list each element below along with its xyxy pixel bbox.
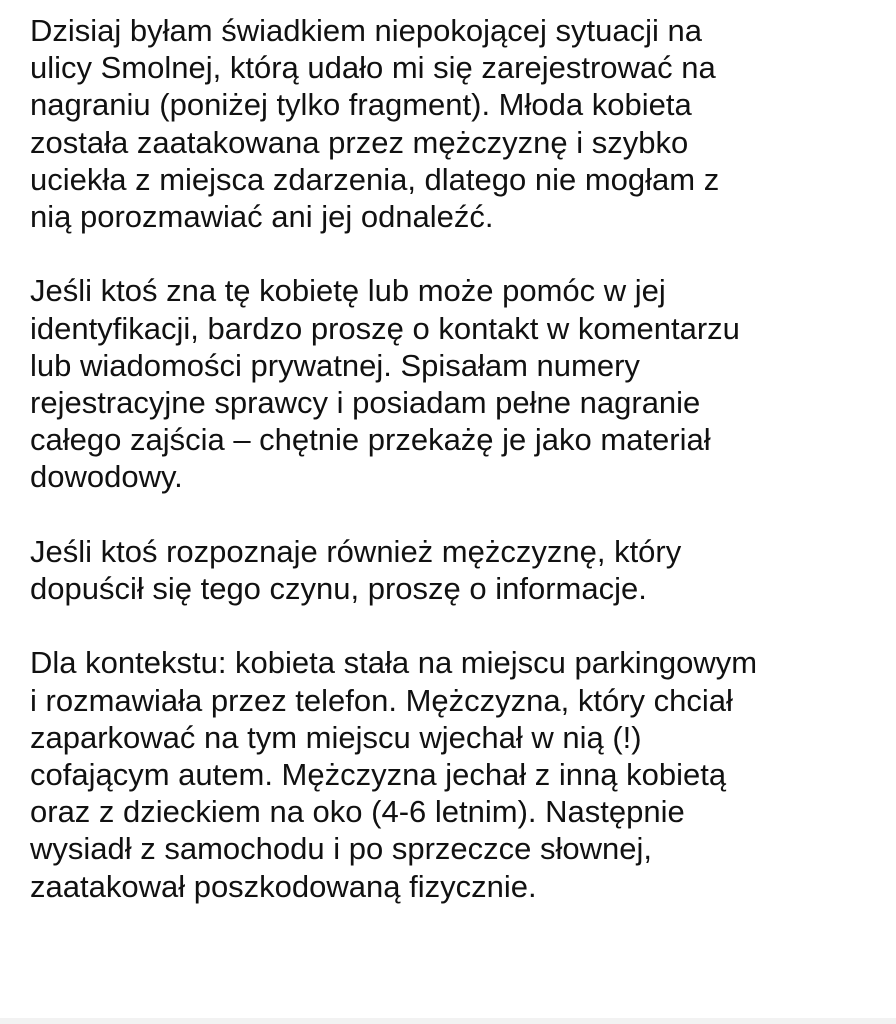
paragraph-incident: [30, 12, 880, 235]
bottom-divider: [0, 1018, 896, 1024]
text-line: dowodowy.: [30, 459, 183, 495]
text-line: rejestracyjne sprawcy i posiadam pełne nagranie: [30, 385, 701, 421]
text-line: i rozmawiała przez telefon. Mężczyzna, który chciał: [30, 682, 733, 718]
text-line: identyfikacji, bardzo proszę o kontakt w komentarzu: [30, 310, 740, 346]
paragraph-man: [30, 533, 880, 607]
text-line: dopuścił się tego czynu, proszę o informacje.: [30, 571, 647, 607]
text-line: została zaatakowana przez mężczyznę i szybko: [30, 124, 689, 160]
text-line: Jeśli ktoś zna tę kobietę lub może pomóc w jej: [30, 273, 666, 309]
text-line: lub wiadomości prywatnej. Spisałam numery: [30, 347, 640, 383]
paragraph-request: [30, 272, 880, 495]
text-line: Dla kontekstu: kobieta stała na miejscu parkingowym: [30, 645, 758, 681]
text-line: Jeśli ktoś rozpoznaje również mężczyznę, który: [30, 533, 682, 569]
text-line: nią porozmawiać ani jej odnaleźć.: [30, 199, 494, 235]
text-line: cofającym autem. Mężczyzna jechał z inną kobietą: [30, 757, 727, 793]
text-line: całego zajścia – chętnie przekażę je jako materiał: [30, 422, 711, 458]
text-line: uciekła z miejsca zdarzenia, dlatego nie mogłam z: [30, 161, 720, 197]
text-line: zaatakował poszkodowaną fizycznie.: [30, 868, 537, 904]
text-line: oraz z dzieckiem na oko (4-6 letnim). Następnie: [30, 794, 685, 830]
text-line: nagraniu (poniżej tylko fragment). Młoda kobieta: [30, 87, 692, 123]
text-line: zaparkować na tym miejscu wjechał w nią (!): [30, 719, 642, 755]
paragraph-context: [30, 644, 880, 904]
text-line: ulicy Smolnej, którą udało mi się zarejestrować na: [30, 50, 716, 86]
text-line: Dzisiaj byłam świadkiem niepokojącej sytuacji na: [30, 13, 702, 48]
post-body: [30, 12, 880, 905]
text-line: wysiadł z samochodu i po sprzeczce słownej,: [30, 831, 652, 867]
